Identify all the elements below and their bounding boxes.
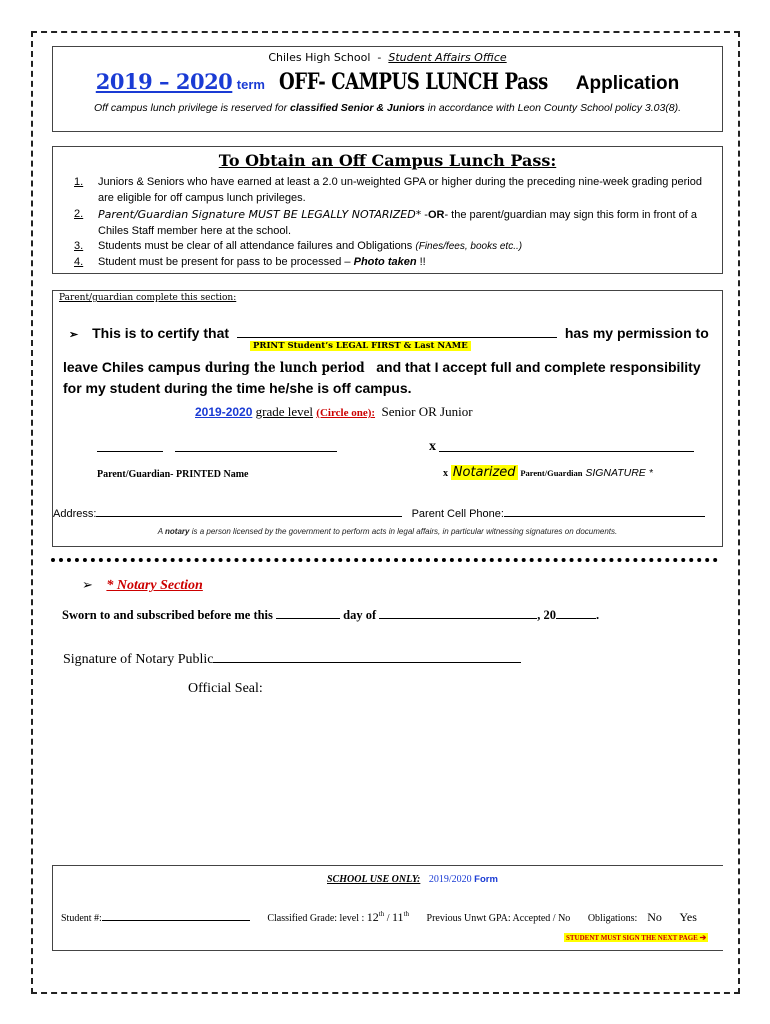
policy-bold: classified Senior & Juniors (290, 102, 425, 114)
sworn-line (62, 608, 599, 623)
form-year: 2019/2020 (428, 874, 472, 885)
notary-signature-label: Signature of Notary Public (63, 652, 214, 667)
obligations-yes[interactable]: Yes (679, 910, 697, 924)
list-item (69, 175, 719, 206)
student-name-field[interactable] (237, 326, 557, 338)
form-year-label (429, 874, 498, 885)
item-text: Juniors & Seniors who have earned at least a 2.0 un-weighted GPA or higher during the preceding nine-week grading period are eligible for off campus lunch privileges. (98, 176, 702, 204)
printed-name-field[interactable] (97, 451, 337, 452)
next-page-text: STUDENT MUST SIGN THE NEXT PAGE (566, 934, 698, 942)
office-sep: - (377, 51, 382, 64)
item-number: 3. (74, 240, 84, 252)
item-script-text: Parent/Guardian Signature MUST BE LEGALLY NOTARIZED* (98, 208, 422, 221)
signature-label (443, 465, 653, 480)
sworn-text-4: . (596, 608, 600, 622)
notary-signature-field[interactable] (213, 651, 521, 663)
classified-grade-label: Classified Grade: level : (267, 913, 365, 924)
grade-12: 12 (366, 910, 379, 924)
item-or: OR (427, 209, 445, 221)
policy-post: in accordance with Leon County School policy 3.03(8). (427, 102, 682, 114)
day-field[interactable] (276, 608, 340, 619)
signature-x-mark: x (429, 439, 436, 454)
list-item (69, 239, 719, 255)
title-application: Application (575, 73, 680, 94)
certify-line (69, 325, 709, 341)
next-page-note (564, 933, 708, 942)
title-term: term (236, 77, 265, 92)
month-field[interactable] (379, 608, 537, 619)
grade-12-sup: th (378, 910, 385, 918)
grade-12-option[interactable] (367, 910, 384, 924)
grade-level-line (195, 404, 473, 420)
parent-section-label: Parent/guardian complete this section: (59, 293, 237, 303)
certify-pre: This is to certify that (92, 325, 230, 341)
page-title (53, 69, 722, 95)
notary-signature-line (63, 651, 521, 668)
circle-one-label: (Circle one): (316, 407, 376, 419)
arrow-bullet-icon: ➢ (69, 329, 79, 341)
sworn-text-3: , 20 (537, 608, 557, 622)
student-number-label: Student #: (61, 913, 102, 924)
item-paren: (Fines/fees, books etc..) (415, 241, 523, 252)
printed-name-label: Parent/Guardian- PRINTED Name (97, 469, 249, 480)
list-item (69, 207, 719, 239)
notary-def-pre: A (157, 527, 163, 536)
signature-word: SIGNATURE * (585, 467, 653, 479)
requirements-list (69, 175, 719, 270)
grade-level-label: grade level (255, 404, 314, 419)
pg-label: Parent/Guardian (520, 468, 583, 478)
title-main: OFF- CAMPUS LUNCH Pass (279, 69, 549, 95)
signature-x-small: x (443, 468, 448, 479)
leave-lunch-period: during the lunch period (204, 360, 365, 376)
policy-note (53, 102, 722, 114)
list-item (69, 255, 719, 271)
school-use-label: SCHOOL USE ONLY: (327, 874, 421, 885)
obligations-label: Obligations: (587, 913, 638, 924)
office-line (53, 51, 722, 64)
notary-def-post: is a person licensed by the government to perform acts in legal affairs, in particular witnessing signatures on documents. (191, 527, 618, 536)
leave-pre: leave Chiles campus (63, 359, 201, 375)
grade-11: 11 (392, 910, 404, 924)
notary-definition (53, 527, 722, 536)
address-field[interactable] (96, 507, 402, 517)
official-seal-label: Official Seal: (188, 681, 263, 696)
grade-11-sup: th (403, 910, 410, 918)
item-number: 2. (74, 208, 84, 220)
item-text: Student must be present for pass to be processed – (98, 255, 351, 268)
school-use-row (61, 910, 697, 925)
section-divider (51, 558, 718, 562)
school-name: Chiles High School (268, 51, 371, 64)
notarized-badge: Notarized (452, 465, 516, 480)
obligations-no[interactable]: No (647, 910, 662, 924)
title-years: 2019 – 2020 (95, 69, 233, 94)
obtain-heading: To Obtain an Off Campus Lunch Pass: (218, 151, 557, 170)
obtain-section (52, 146, 723, 274)
parent-section (52, 290, 723, 547)
sworn-text-2: day of (343, 608, 377, 622)
item-number: 1. (74, 176, 84, 188)
address-label: Address: (53, 508, 97, 520)
grade-slash: / (384, 913, 392, 924)
responsibility-text (63, 357, 713, 398)
address-phone-line (53, 507, 705, 520)
certify-post: has my permission to (564, 325, 709, 341)
grade-11-option[interactable] (392, 910, 409, 924)
grade-year: 2019-2020 (195, 405, 253, 419)
line-gap (163, 449, 175, 453)
item-bold: Photo taken (353, 255, 417, 268)
school-use-heading (327, 874, 498, 885)
notary-def-bold: notary (165, 527, 190, 536)
print-name-hint: PRINT Student’s LEGAL FIRST & Last NAME (250, 341, 471, 351)
notary-heading (82, 577, 203, 594)
form-word: Form (474, 874, 498, 885)
sworn-text-1: Sworn to and subscribed before me this (62, 608, 273, 622)
phone-label: Parent Cell Phone: (411, 508, 504, 520)
notary-heading-text: * Notary Section (106, 578, 203, 593)
year-field[interactable] (556, 608, 596, 619)
signature-field[interactable] (439, 451, 694, 452)
item-text: Students must be clear of all attendance failures and Obligations (98, 240, 413, 252)
arrow-right-icon: ➔ (699, 933, 707, 942)
item-dash: - (424, 209, 428, 221)
header-box (52, 46, 723, 132)
gpa-label: Previous Unwt GPA: Accepted / No (426, 913, 571, 924)
school-use-section (52, 865, 723, 951)
item-number: 4. (74, 255, 84, 268)
grade-options[interactable]: Senior OR Junior (381, 404, 473, 419)
item-end: !! (419, 255, 426, 268)
arrow-bullet-icon: ➢ (82, 577, 93, 592)
phone-field[interactable] (504, 507, 705, 517)
item-text: - the parent/guardian may sign this form in front of a Chiles Staff member here at the school. (98, 209, 697, 237)
office-dept: Student Affairs Office (388, 51, 507, 64)
policy-pre: Off campus lunch privilege is reserved for (93, 102, 288, 114)
student-number-field[interactable] (102, 913, 250, 921)
leave-post: and that I accept full and complete responsibility for my student during the time he/she is off campus. (63, 359, 701, 396)
